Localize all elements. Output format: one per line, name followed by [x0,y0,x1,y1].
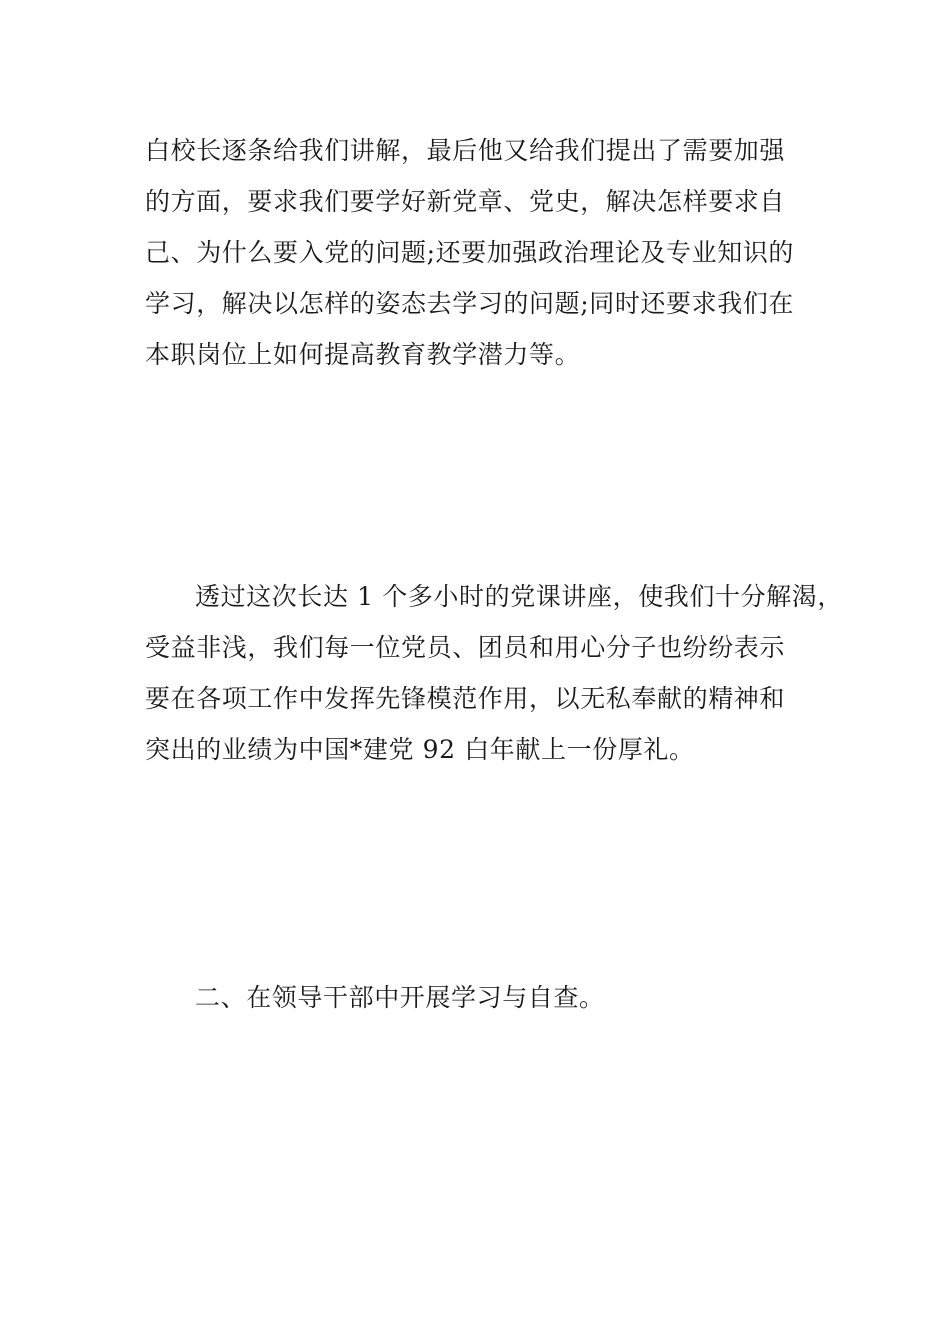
paragraph-line: 学习，解决以怎样的姿态去学习的问题;同时还要求我们在 [145,289,795,318]
paragraph-line: 透过这次长达 1 个多小时的党课讲座，使我们十分解渴， [195,582,844,611]
paragraph-line: 要在各项工作中发挥先锋模范作用，以无私奉献的精神和 [145,684,786,713]
paragraph-line: 白校长逐条给我们讲解，最后他又给我们提出了需要加强 [145,136,786,165]
paragraph-line: 己、为什么要入党的问题;还要加强政治理论及专业知识的 [145,238,795,267]
paragraph-line: 本职岗位上如何提高教育教学潜力等。 [145,340,581,369]
paragraph-line: 突出的业绩为中国*建党 92 白年献上一份厚礼。 [145,735,695,764]
paragraph-line: 受益非浅，我们每一位党员、团员和用心分子也纷纷表示 [145,633,786,662]
paragraph-2 [145,571,844,775]
paragraph-line: 的方面，要求我们要学好新党章、党史，解决怎样要求自 [145,187,786,216]
section-heading [145,972,815,1023]
paragraph-1 [145,125,815,380]
section-heading-text: 二、在领导干部中开展学习与自查。 [195,983,605,1012]
